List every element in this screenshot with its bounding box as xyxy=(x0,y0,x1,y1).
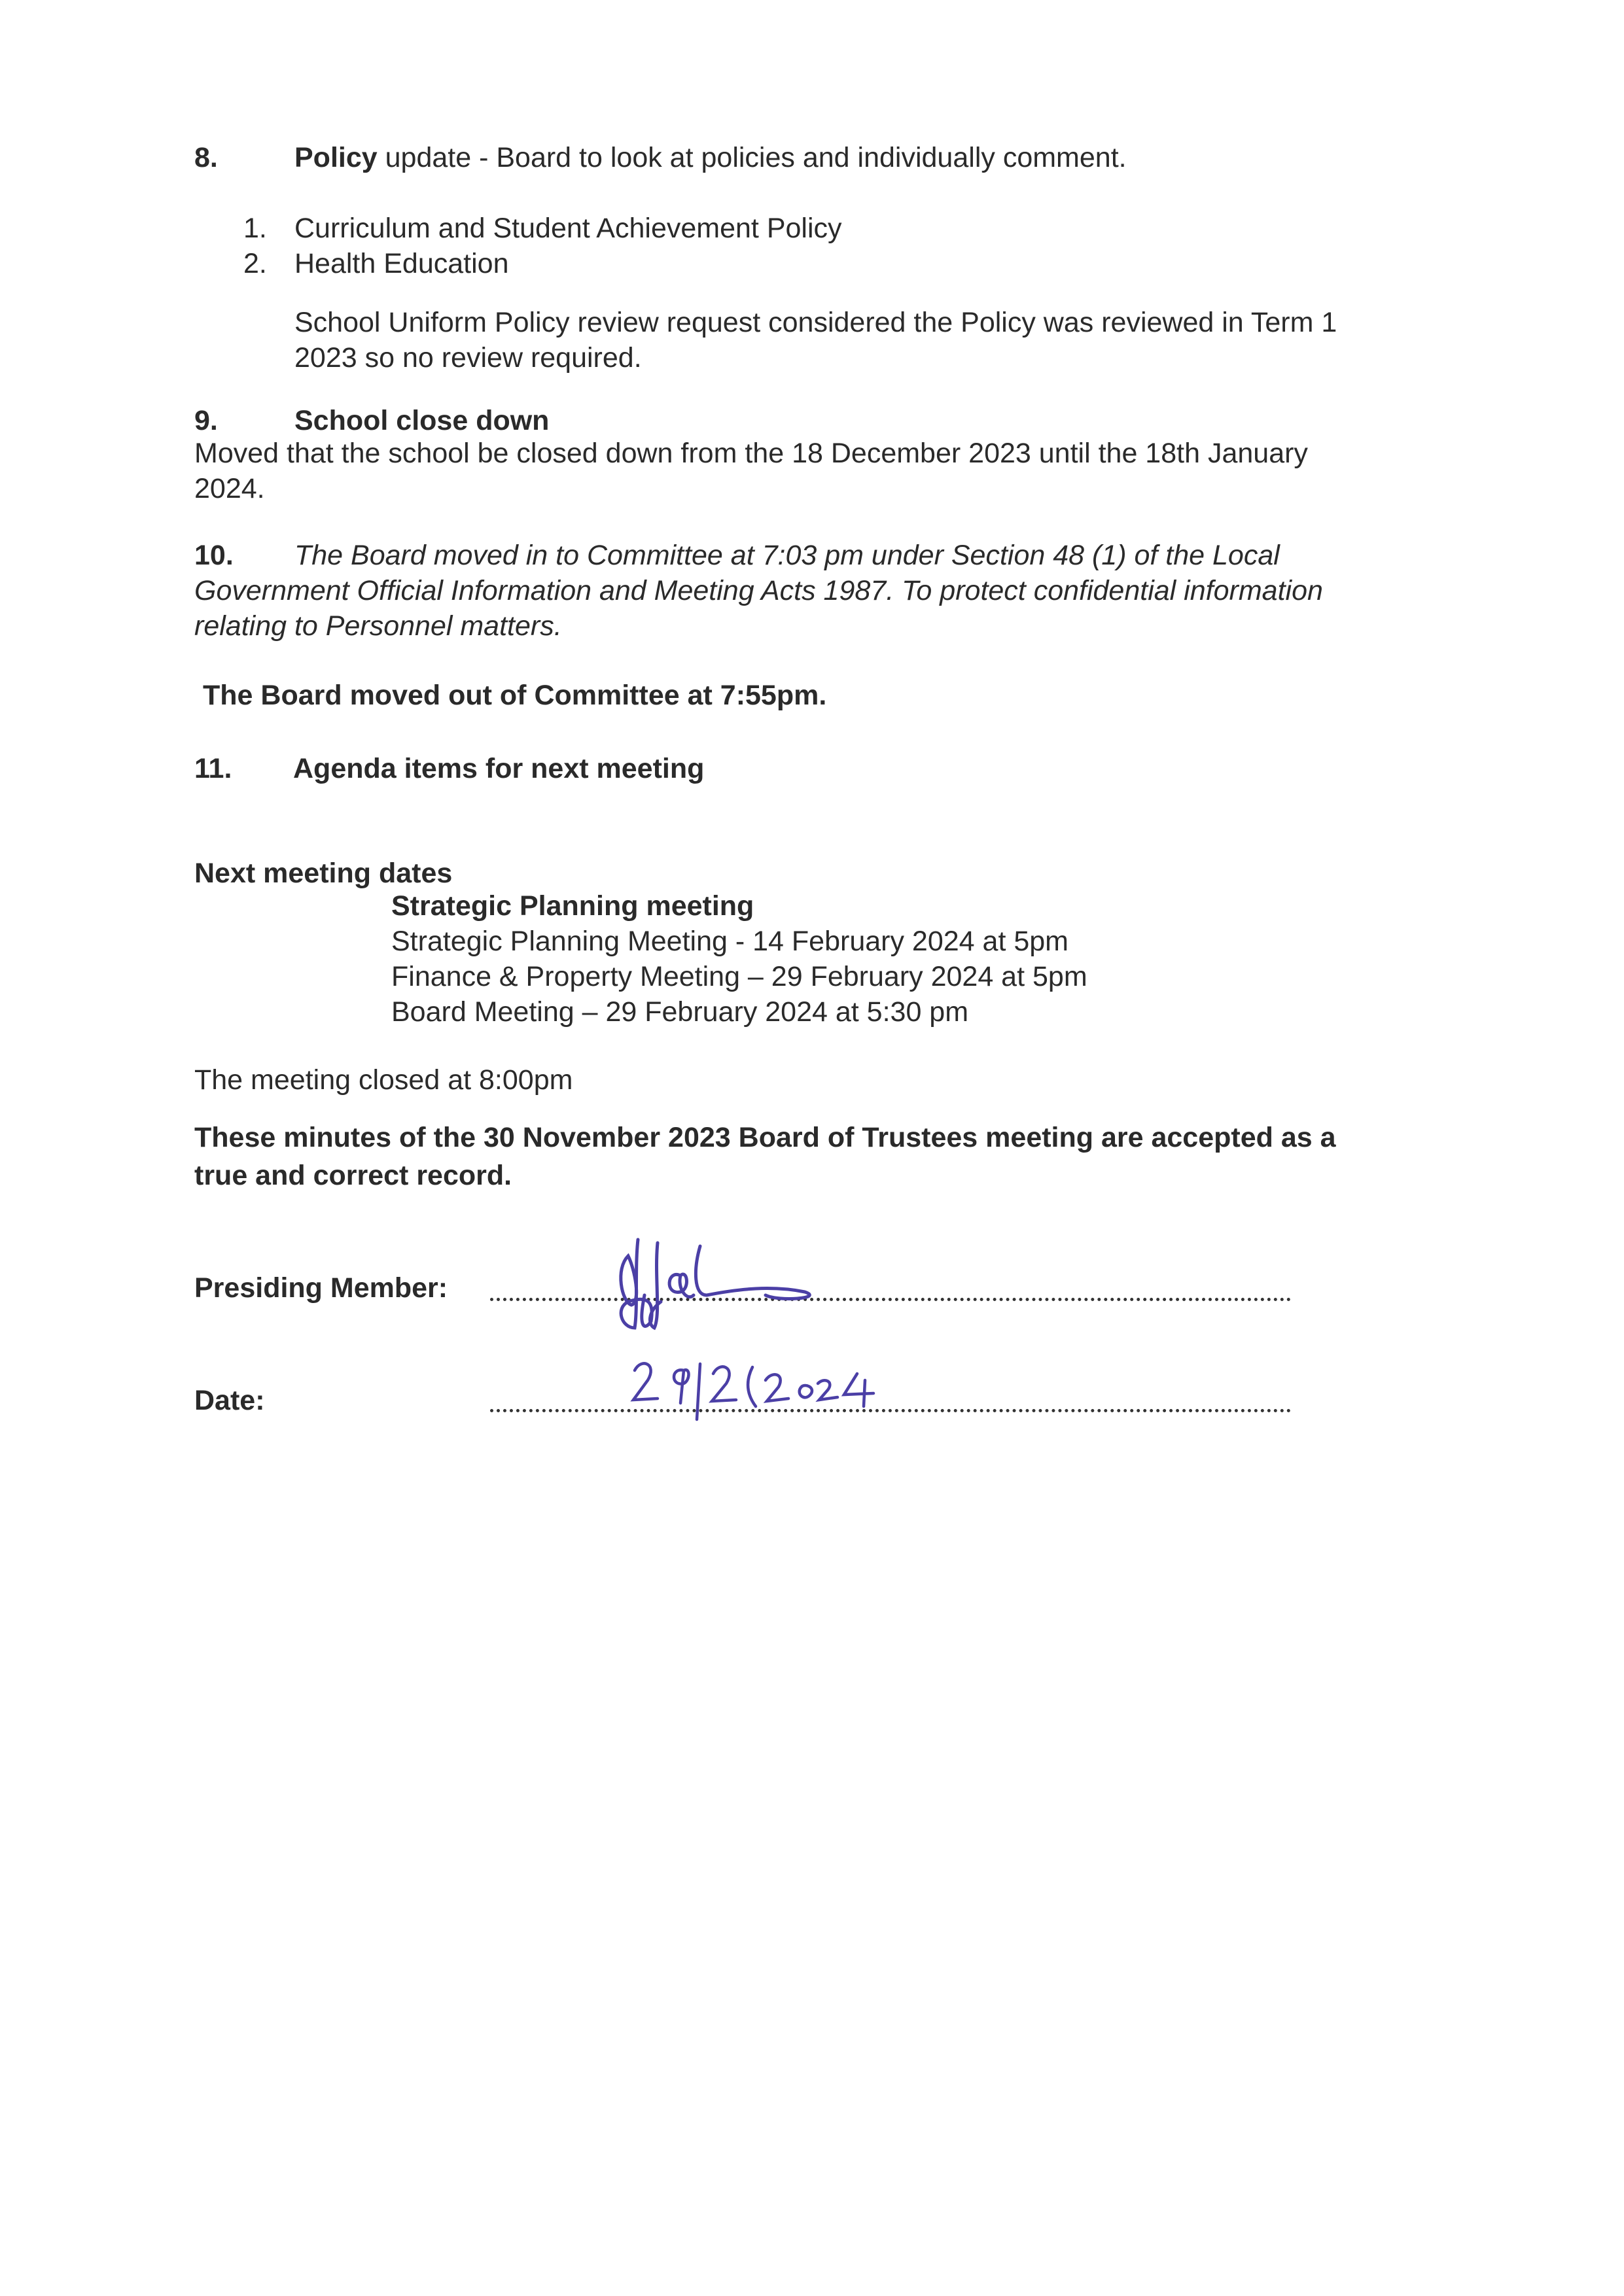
item-number: 9. xyxy=(194,405,218,436)
handwritten-date xyxy=(628,1354,942,1426)
acceptance-text: true and correct record. xyxy=(194,1160,512,1191)
meeting-date-item: Board Meeting – 29 February 2024 at 5:30 pm xyxy=(391,996,969,1028)
item-text: Government Official Information and Meeting Acts 1987. To protect confidential information xyxy=(194,575,1323,606)
next-meeting-heading: Next meeting dates xyxy=(194,858,453,889)
list-number: 1. xyxy=(243,213,267,244)
presiding-member-label: Presiding Member: xyxy=(194,1272,448,1304)
next-meeting-subheading: Strategic Planning meeting xyxy=(391,890,754,922)
item-text: update - Board to look at policies and individually comment. xyxy=(377,142,1127,173)
meeting-closed-text: The meeting closed at 8:00pm xyxy=(194,1064,573,1096)
item-number: 11. xyxy=(194,753,232,784)
item-text: The Board moved in to Committee at 7:03 pm under Section 48 (1) of the Local xyxy=(294,540,1280,571)
acceptance-text: These minutes of the 30 November 2023 Board of Trustees meeting are accepted as a xyxy=(194,1122,1336,1153)
item-text: Moved that the school be closed down from the 18 December 2023 until the 18th January xyxy=(194,438,1308,469)
item-title: Agenda items for next meeting xyxy=(293,753,705,784)
item-title: Policy xyxy=(294,142,378,173)
item-text: 2024. xyxy=(194,473,265,504)
date-label: Date: xyxy=(194,1385,265,1416)
item-number: 8. xyxy=(194,142,218,173)
note-line: 2023 so no review required. xyxy=(294,342,642,374)
handwritten-signature xyxy=(609,1230,949,1334)
list-item: Health Education xyxy=(294,248,509,279)
committee-out-text: The Board moved out of Committee at 7:55pm. xyxy=(203,680,827,711)
item-title: School close down xyxy=(294,405,550,436)
note-line: School Uniform Policy review request considered the Policy was reviewed in Term 1 xyxy=(294,307,1337,338)
meeting-date-item: Finance & Property Meeting – 29 February 2024 at 5pm xyxy=(391,961,1087,992)
item-text: relating to Personnel matters. xyxy=(194,610,562,642)
meeting-date-item: Strategic Planning Meeting - 14 February 2024 at 5pm xyxy=(391,926,1068,957)
item-number: 10. xyxy=(194,540,234,571)
list-number: 2. xyxy=(243,248,267,279)
item-heading xyxy=(294,140,1127,175)
list-item: Curriculum and Student Achievement Policy xyxy=(294,213,842,244)
